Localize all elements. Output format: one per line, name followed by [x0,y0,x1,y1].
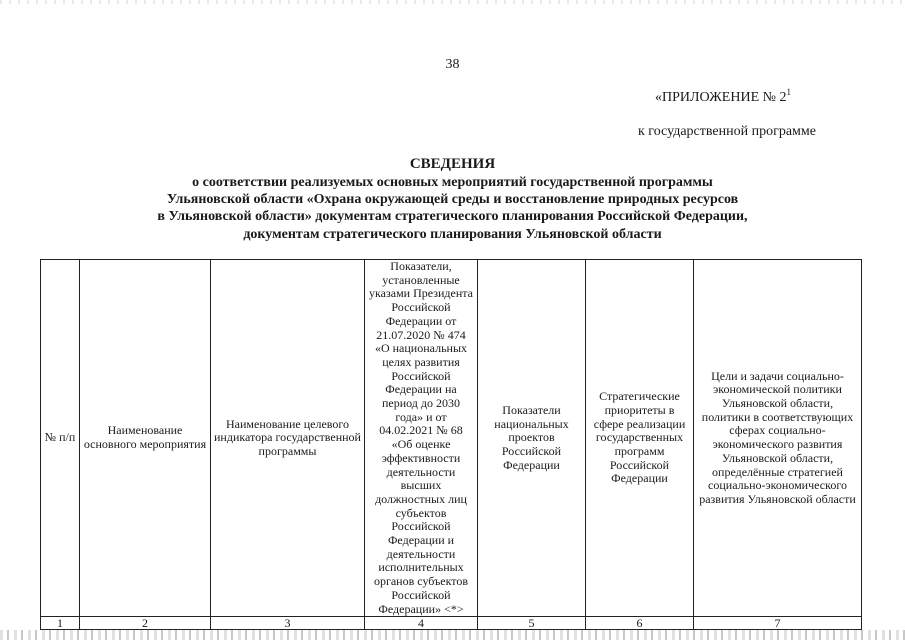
appendix-superscript: 1 [786,87,791,97]
compliance-table [40,259,862,630]
subtitle-line: о соответствии реализуемых основных мероприятий государственной программы [192,175,713,190]
header-cell-activity: Наименование основного мероприятия [80,260,211,617]
table-header-row [41,260,862,617]
appendix-label [655,87,791,106]
subtitle-line: в Ульяновской области» документам стратегического планирования Российской Федерации, [157,209,748,225]
subtitle-line: Ульяновской области «Охрана окружающей среды и восстановление природных ресурсов [166,192,739,208]
header-cell-presidential-indicators: Показатели, установленные указами Президента Российской Федерации от 21.07.2020 № 474 «О национальных целях развития Российской Федерации на период до 2030 года» и от 04.02.2021 № 68 «Об оценке эффективности деятельности высших должностных лиц субъектов Российской Федерации и деятельности исполнительных органов субъектов Российской Федерации» <*> [365,260,478,617]
program-reference: к государственной программе [638,124,816,139]
header-cell-number: № п/п [41,260,80,617]
appendix-text: «ПРИЛОЖЕНИЕ № 2 [655,90,787,105]
column-number-cell: 6 [586,617,694,630]
document-subtitle [0,174,905,243]
column-number-cell: 3 [211,617,365,630]
scan-edge-top [0,0,905,4]
column-number-cell: 2 [80,617,211,630]
column-number-cell: 4 [365,617,478,630]
column-number-row [41,617,862,630]
page-number: 38 [445,57,460,72]
document-title: СВЕДЕНИЯ [409,156,496,172]
column-number-cell: 5 [478,617,586,630]
header-cell-strategic-priorities: Стратегические приоритеты в сфере реализации государственных программ Российской Федерации [586,260,694,617]
scan-edge-bottom [0,630,905,640]
column-number-cell: 7 [694,617,862,630]
header-cell-regional-goals: Цели и задачи социально-экономической политики Ульяновской области, политики в соответствующих сферах социально-экономического развития Ульяновской области, определённые стратегией социально-экономического развития Ульяновской области [694,260,862,617]
subtitle-line: документам стратегического планирования Ульяновской области [243,226,662,242]
column-number-cell: 1 [41,617,80,630]
header-cell-indicator: Наименование целевого индикатора государственной программы [211,260,365,617]
header-cell-national-projects: Показатели национальных проектов Российской Федерации [478,260,586,617]
